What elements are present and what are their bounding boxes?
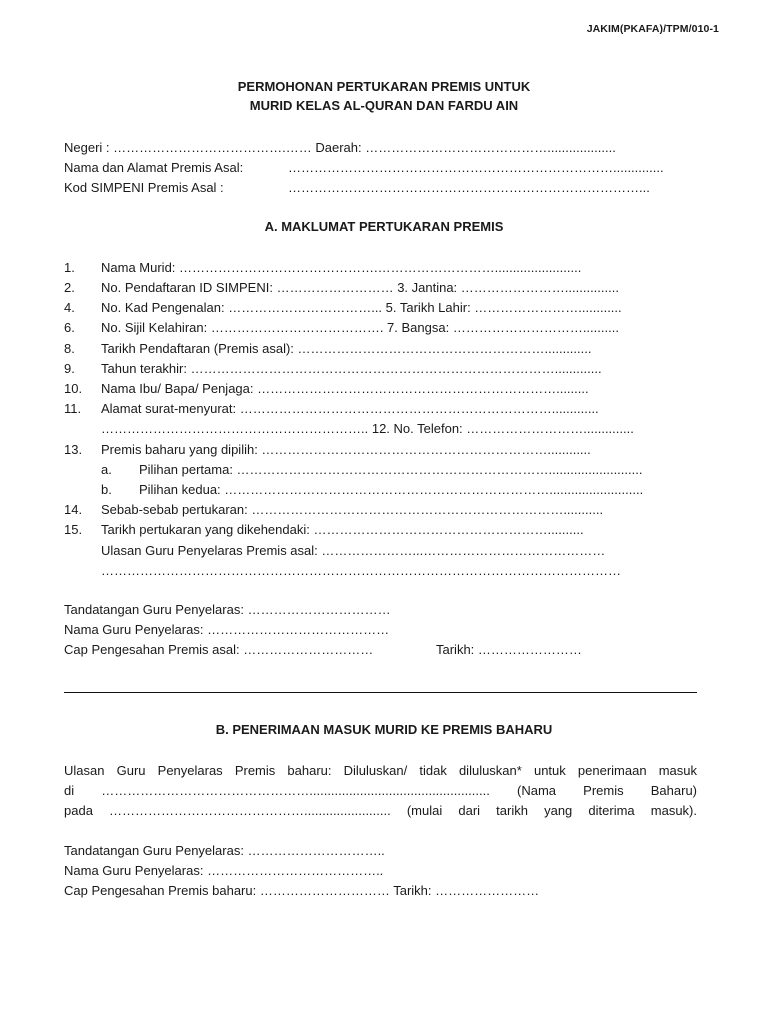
section-a-heading: A. MAKLUMAT PERTUKARAN PREMIS (264, 219, 504, 234)
sub-item-letter: a. (101, 462, 112, 477)
ulasan-baharu-line2: di ………………………………………….................................................. (Nama Premis Baharu) (64, 783, 697, 798)
form-title-line2: MURID KELAS AL-QURAN DAN FARDU AIN (249, 98, 519, 113)
section-b-heading: B. PENERIMAAN MASUK MURID KE PREMIS BAHARU (215, 722, 553, 737)
alamat-field: Alamat surat-menyurat: ………………………………………………………………............. (101, 401, 599, 416)
form-code: JAKIM(PKAFA)/TPM/010-1 (586, 23, 719, 35)
cap-asal-field: Cap Pengesahan Premis asal: ………………………… (64, 642, 374, 657)
item-number: 15. (64, 522, 83, 537)
cap-baharu-field: Cap Pengesahan Premis baharu: ………………………… Tarikh: …………………… (64, 883, 540, 898)
nama-penjaga-field: Nama Ibu/ Bapa/ Penjaga: ……………………………………………………………......... (101, 381, 589, 396)
item-number: 14. (64, 502, 83, 517)
tahun-terakhir-field: Tahun terakhir: …………………………………………………………………………............. (101, 361, 602, 376)
item-number: 10. (64, 381, 83, 396)
ulasan-baharu-line3: pada ………………………………………........................ (mulai dari tarikh yang diterima masuk). (64, 803, 697, 818)
nama-alamat-label: Nama dan Alamat Premis Asal: (64, 160, 244, 175)
item-number: 9. (64, 361, 75, 376)
item-number: 4. (64, 300, 75, 315)
item-number: 2. (64, 280, 75, 295)
nama-alamat-field: ………………………………………………………………….............. (288, 160, 664, 175)
tandatangan-asal-field: Tandatangan Guru Penyelaras: …………………………… (64, 602, 391, 617)
item-number: 11. (64, 401, 82, 416)
ulasan-asal-field: Ulasan Guru Penyelaras Premis asal: …………………...…………………………………… (101, 543, 606, 558)
alamat-telefon-field: …………………………………………………….. 12. No. Telefon: ……………………….............. (101, 421, 634, 436)
pilihan-kedua-field: Pilihan kedua: ………………………………………………………………….......................... (139, 482, 644, 497)
negeri-daerah-field: Negeri : ………………………………….…… Daerah: ……………………………………................... (64, 140, 616, 155)
simpeni-jantina-field: No. Pendaftaran ID SIMPENI: ……………………… 3. Jantina: ……………………............... (101, 280, 619, 295)
pilihan-pertama-field: Pilihan pertama: ……………………………………………………………….......................... (139, 462, 643, 477)
nama-guru-baharu-field: Nama Guru Penyelaras: ………………………………….. (64, 863, 384, 878)
ulasan-asal-dots: ………………………………………………………………………………………………………… (101, 563, 621, 578)
kad-pengenalan-field: No. Kad Pengenalan: ……………………………... 5. Tarikh Lahir: ……………………............ (101, 300, 622, 315)
sebab-field: Sebab-sebab pertukaran: ………………………………………………………………........... (101, 502, 604, 517)
premis-baharu-field: Premis baharu yang dipilih: …………………………………………………………............ (101, 442, 591, 457)
item-number: 1. (64, 260, 75, 275)
ulasan-baharu-line1: Ulasan Guru Penyelaras Premis baharu: Diluluskan/ tidak diluluskan* untuk penerimaan masuk (64, 763, 697, 778)
item-number: 6. (64, 320, 75, 335)
kod-simpeni-label: Kod SIMPENI Premis Asal : (64, 180, 224, 195)
form-title-line1: PERMOHONAN PERTUKARAN PREMIS UNTUK (237, 79, 531, 94)
item-number: 8. (64, 341, 75, 356)
tarikh-pertukaran-field: Tarikh pertukaran yang dikehendaki: ……………………………………………….......... (101, 522, 584, 537)
tarikh-pendaftaran-field: Tarikh Pendaftaran (Premis asal): …………………………………………………............. (101, 341, 592, 356)
nama-guru-asal-field: Nama Guru Penyelaras: …………………………………… (64, 622, 390, 637)
sijil-bangsa-field: No. Sijil Kelahiran: …………………………………. 7. Bangsa: ………………………….......... (101, 320, 619, 335)
item-number: 13. (64, 442, 83, 457)
nama-murid-field: Nama Murid: ……………………………………….………………………........................ (101, 260, 582, 275)
sub-item-letter: b. (101, 482, 112, 497)
kod-simpeni-field: ………………………………………………………………………... (288, 180, 650, 195)
section-divider (64, 692, 697, 693)
tarikh-asal-field: Tarikh: …………………… (436, 642, 582, 657)
tandatangan-baharu-field: Tandatangan Guru Penyelaras: ………………………….. (64, 843, 385, 858)
